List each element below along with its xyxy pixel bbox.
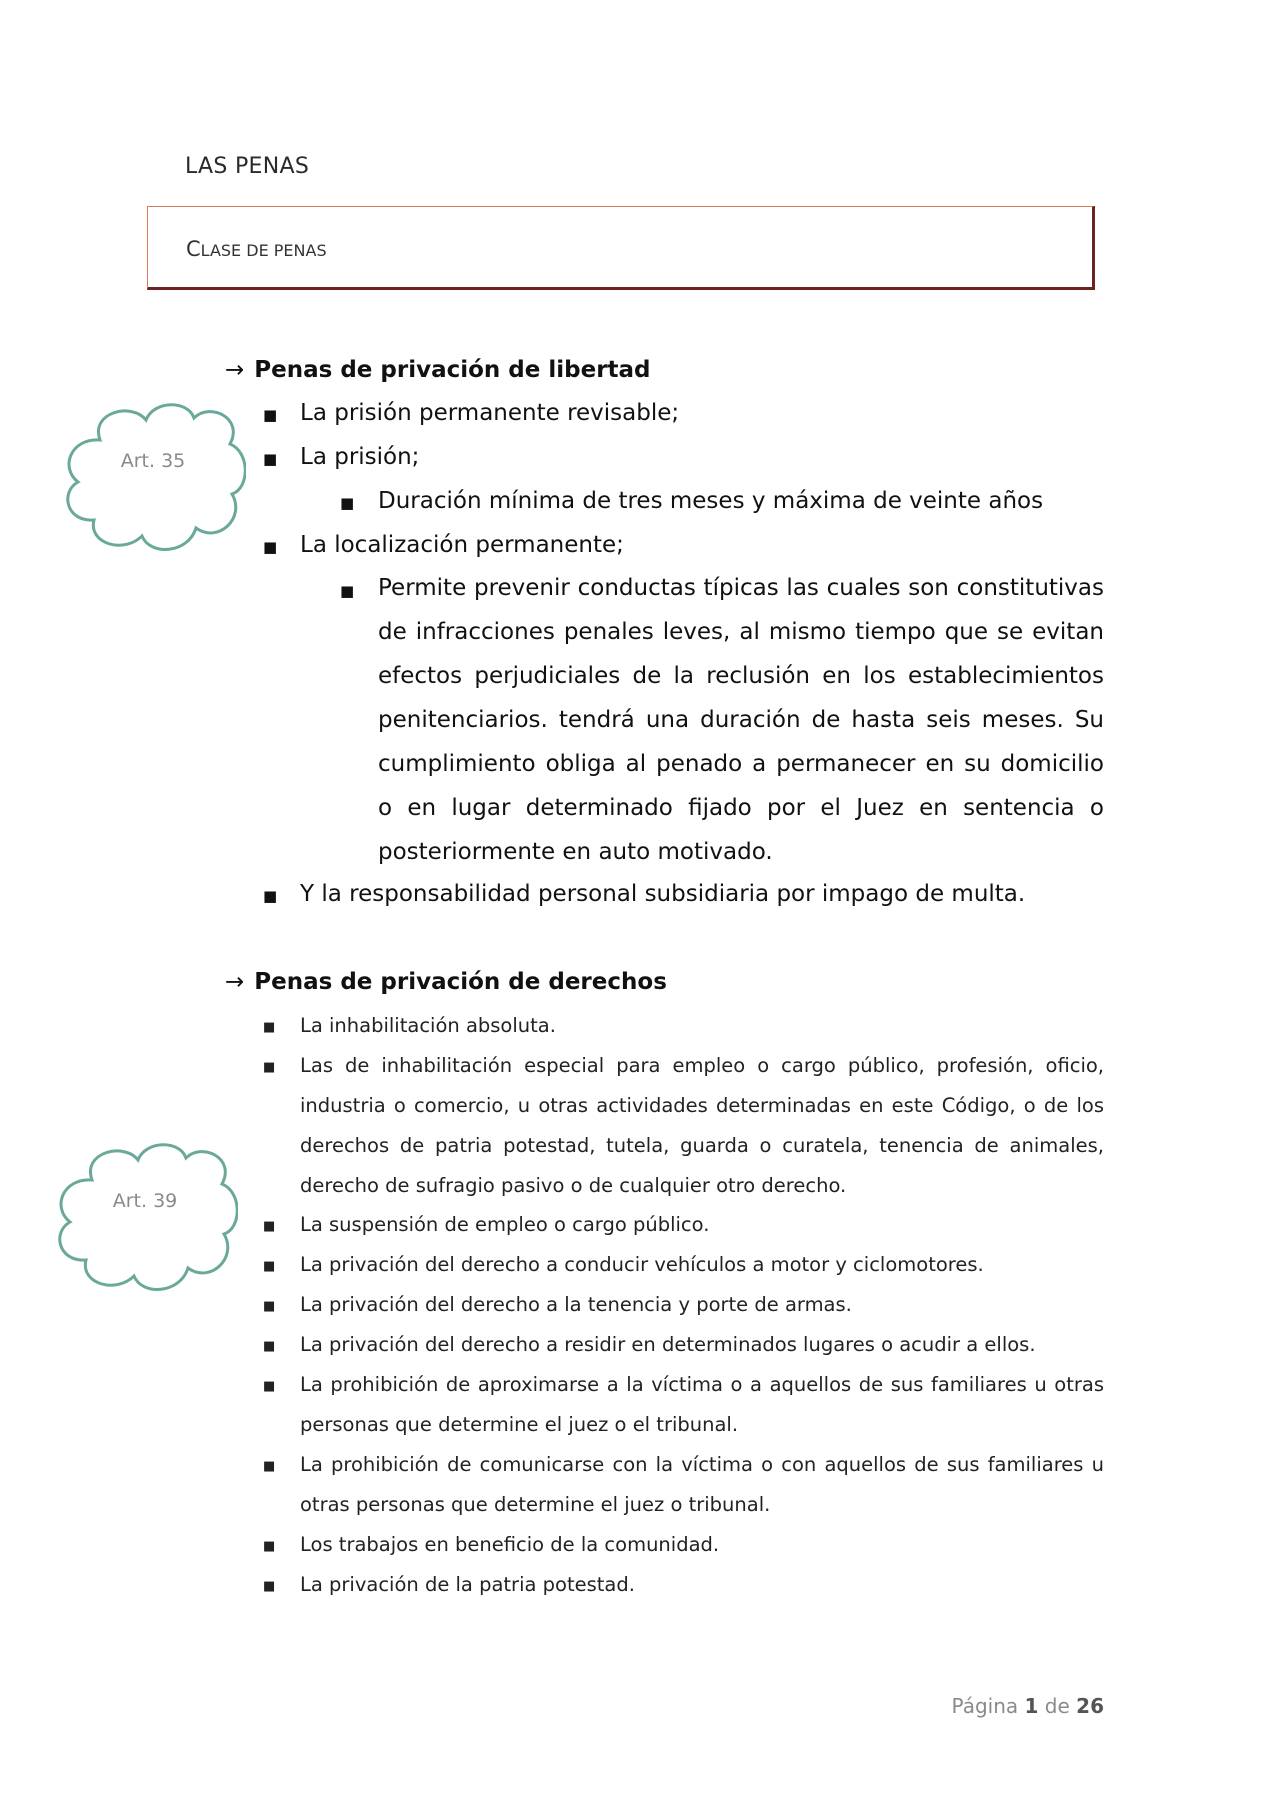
list-item-text: Duración mínima de tres meses y máxima de veinte años — [378, 488, 1044, 514]
list-item-text: La suspensión de empleo o cargo público. — [300, 1213, 710, 1236]
section1-heading-text: Penas de privación de libertad — [254, 357, 651, 383]
margin-note-cloud-art39 — [52, 1138, 238, 1298]
cloud-icon — [52, 1138, 238, 1298]
page-title: LAS PENAS — [185, 154, 310, 179]
arrow-right-icon: → — [225, 357, 245, 383]
bullet-square-icon: ■ — [263, 1299, 276, 1314]
bullet-square-icon: ■ — [263, 887, 278, 905]
list-item-text: La privación del derecho a conducir vehículos a motor y ciclomotores. — [300, 1253, 984, 1276]
bullet-square-icon: ■ — [263, 1379, 276, 1394]
list-item — [263, 1333, 1036, 1356]
section2-heading-text: Penas de privación de derechos — [254, 969, 667, 995]
section-header-label — [186, 237, 327, 261]
page-number-footer — [900, 1694, 1104, 1718]
bullet-square-icon: ■ — [263, 406, 278, 424]
list-item-text: La privación del derecho a la tenencia y porte de armas. — [300, 1293, 852, 1316]
list-item — [263, 400, 679, 426]
list-item — [263, 1293, 852, 1316]
list-item — [263, 532, 624, 558]
list-item — [263, 881, 1025, 907]
bullet-square-icon: ■ — [263, 1060, 276, 1075]
bullet-square-icon: ■ — [263, 1219, 276, 1234]
list-item-text: La localización permanente; — [300, 532, 624, 558]
section1-heading — [225, 357, 651, 383]
bullet-square-icon: ■ — [263, 1459, 276, 1474]
list-item-text: La prisión permanente revisable; — [300, 400, 680, 426]
bullet-square-icon: ■ — [340, 494, 355, 512]
list-item-text: La privación del derecho a residir en determinados lugares o acudir a ellos. — [300, 1333, 1036, 1356]
bullet-square-icon: ■ — [263, 1020, 276, 1035]
bullet-square-icon: ■ — [263, 450, 278, 468]
section-header-rest: LASE DE PENAS — [200, 241, 327, 260]
cloud-icon — [60, 398, 246, 558]
list-item — [263, 1213, 709, 1236]
list-item-paragraph: Permite prevenir conductas típicas las cuales son constitutivas de infracciones penales leves, al mismo tiempo que se evitan efectos perjudiciales de la reclusión en los establecimientos penitenciarios. tendrá una duración de hasta seis meses. Su cumplimiento obliga al penado a permanecer en su domicilio o en lugar determinado fijado por el Juez en sentencia o posteriormente en auto motivado. — [378, 575, 1104, 865]
list-item-text: Y la responsabilidad personal subsidiaria por impago de multa. — [300, 881, 1026, 907]
list-item — [263, 444, 419, 470]
margin-note-cloud-art35 — [60, 398, 246, 558]
list-item — [263, 1573, 635, 1596]
margin-note-art39: Art. 39 — [112, 1190, 178, 1212]
bullet-square-icon: ■ — [263, 1539, 276, 1554]
list-item — [263, 1014, 556, 1037]
list-item-text: Los trabajos en beneficio de la comunidad. — [300, 1533, 720, 1556]
list-item-text: La inhabilitación absoluta. — [300, 1014, 556, 1037]
section-header-initial: C — [186, 237, 201, 261]
footer-of: de — [1044, 1694, 1070, 1718]
bullet-square-icon: ■ — [263, 1259, 276, 1274]
margin-note-art35: Art. 35 — [120, 450, 186, 472]
footer-page: 1 — [1024, 1694, 1039, 1718]
bullet-square-icon: ■ — [263, 1579, 276, 1594]
section2-heading — [225, 969, 667, 995]
list-item — [340, 488, 1043, 514]
list-item-paragraph: Las de inhabilitación especial para empleo o cargo público, profesión, oficio, industria o comercio, u otras actividades determinadas en este Código, o de los derechos de patria potestad, tutela, guarda o curatela, tenencia de animales, derecho de sufragio pasivo o de cualquier otro derecho. — [300, 1054, 1104, 1197]
arrow-right-icon: → — [225, 969, 245, 995]
bullet-square-icon: ■ — [340, 582, 355, 600]
list-item-text: La prisión; — [300, 444, 420, 470]
list-item — [263, 1533, 719, 1556]
bullet-square-icon: ■ — [263, 538, 278, 556]
list-item-paragraph: La prohibición de aproximarse a la víctima o a aquellos de sus familiares u otras personas que determine el juez o el tribunal. — [300, 1373, 1104, 1436]
list-item-paragraph: La prohibición de comunicarse con la víctima o con aquellos de sus familiares u otras personas que determine el juez o tribunal. — [300, 1453, 1104, 1516]
bullet-square-icon: ■ — [263, 1339, 276, 1354]
footer-total: 26 — [1076, 1694, 1104, 1718]
list-item-text: La privación de la patria potestad. — [300, 1573, 635, 1596]
footer-label: Página — [951, 1694, 1019, 1718]
section-header-box — [147, 206, 1095, 290]
list-item — [263, 1253, 984, 1276]
